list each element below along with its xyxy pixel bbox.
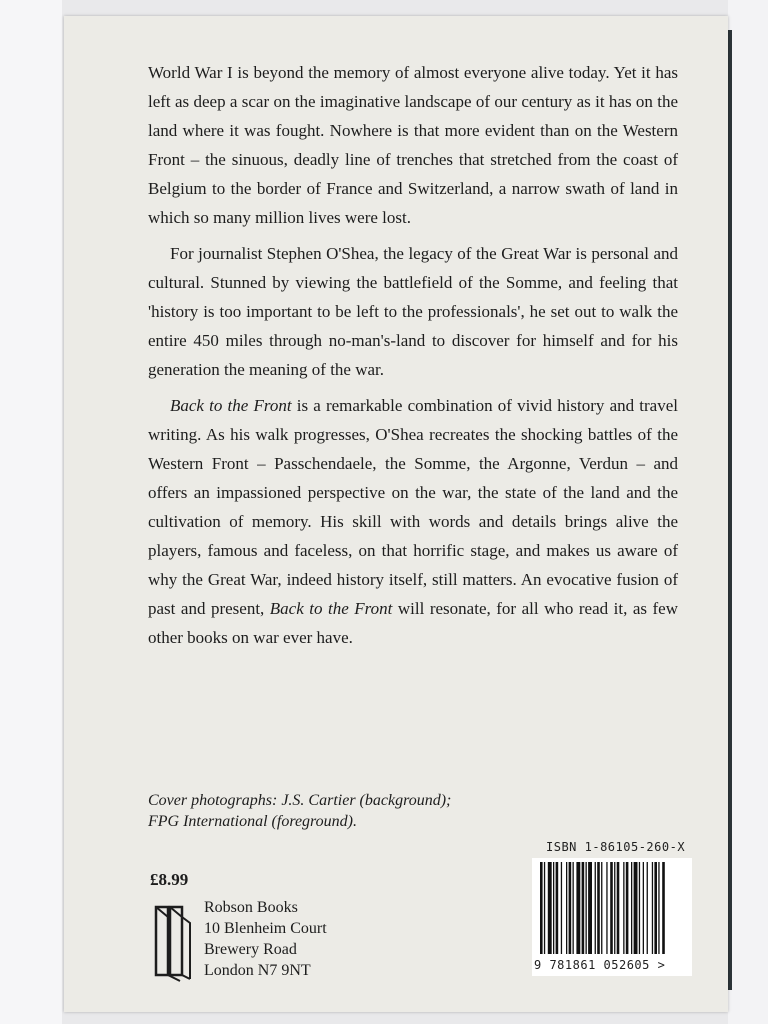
blurb-text bbox=[148, 58, 678, 659]
barcode-bar bbox=[553, 862, 554, 954]
address-line-3: London N7 9NT bbox=[204, 962, 311, 979]
barcode-bar bbox=[597, 862, 600, 954]
price: £8.99 bbox=[150, 870, 189, 889]
barcode-bar bbox=[652, 862, 653, 954]
barcode-bar bbox=[610, 862, 613, 954]
barcode-bar bbox=[561, 862, 562, 954]
barcode-bar bbox=[623, 862, 624, 954]
barcode-bars bbox=[532, 858, 692, 958]
publisher-address bbox=[204, 897, 404, 981]
blurb-paragraph-3-end: will resonate, for all who read it, as few other books on war ever have. bbox=[148, 599, 678, 647]
barcode-bar bbox=[586, 862, 587, 954]
background-right bbox=[728, 0, 768, 1024]
barcode-bar bbox=[576, 862, 580, 954]
address-line-1: 10 Blenheim Court bbox=[204, 920, 327, 937]
blurb-paragraph-2: For journalist Stephen O'Shea, the legacy of the Great War is personal and cultural. Stunned by viewing the battlefield of the Somme, and feeling that 'history is too important to be left to the professionals', he set out to walk the entire 450 miles through no-man's-land to discover for himself and for his generation the meaning of the war. bbox=[148, 244, 678, 379]
barcode-bar bbox=[556, 862, 559, 954]
barcode-bar bbox=[544, 862, 545, 954]
barcode-bar bbox=[631, 862, 632, 954]
blurb-paragraph-1: World War I is beyond the memory of almost everyone alive today. Yet it has left as deep a scar on the imaginative landscape of our century as it has on the land where it was fought. Nowhere is that more evident than on the Western Front – the sinuous, deadly line of trenches that stretched from the coast of Belgium to the border of France and Switzerland, a narrow swath of land in which so many million lives were lost. bbox=[148, 63, 678, 227]
barcode-bar bbox=[569, 862, 572, 954]
publisher-name: Robson Books bbox=[204, 899, 298, 916]
barcode-bar bbox=[595, 862, 596, 954]
barcode-bar bbox=[566, 862, 567, 954]
barcode-bar bbox=[573, 862, 574, 954]
barcode-bar bbox=[617, 862, 620, 954]
barcode-bar bbox=[658, 862, 659, 954]
background-left bbox=[0, 0, 62, 1024]
barcode-bar bbox=[601, 862, 602, 954]
book-title: Back to the Front bbox=[170, 396, 292, 415]
blurb-paragraph-3-text: is a remarkable combination of vivid history and travel writing. As his walk progresses, O'Shea recreates the shocking battles of the Western Front – Passchendaele, the Somme, the Argonne, Verdun – and offers an impassioned perspective on the war, the state of the land and the cultivation of memory. His skill with words and details brings alive the players, famous and faceless, on that horrific stage, and makes us aware of why the Great War, indeed history itself, still matters. An evocative fusion of past and present, bbox=[148, 396, 678, 618]
barcode-bar bbox=[548, 862, 552, 954]
barcode-bar bbox=[662, 862, 665, 954]
blurb-paragraph-3 bbox=[148, 391, 678, 652]
book-title-2: Back to the Front bbox=[269, 599, 393, 618]
publisher-logo-icon bbox=[150, 903, 194, 983]
barcode-bar bbox=[654, 862, 657, 954]
barcode-digits: 9 781861 052605 > bbox=[534, 958, 666, 972]
barcode-bar bbox=[614, 862, 615, 954]
barcode-bar bbox=[639, 862, 640, 954]
photo-credits: Cover photographs: J.S. Cartier (background); FPG International (foreground). bbox=[148, 792, 452, 830]
address-line-2: Brewery Road bbox=[204, 941, 297, 958]
barcode-bar bbox=[582, 862, 585, 954]
barcode-bar bbox=[540, 862, 543, 954]
barcode-bar bbox=[606, 862, 607, 954]
barcode-bar bbox=[626, 862, 629, 954]
barcode-bar bbox=[588, 862, 592, 954]
barcode-bar bbox=[634, 862, 638, 954]
isbn-label: ISBN 1-86105-260-X bbox=[546, 840, 686, 854]
barcode-bar bbox=[647, 862, 648, 954]
barcode-bar bbox=[643, 862, 644, 954]
